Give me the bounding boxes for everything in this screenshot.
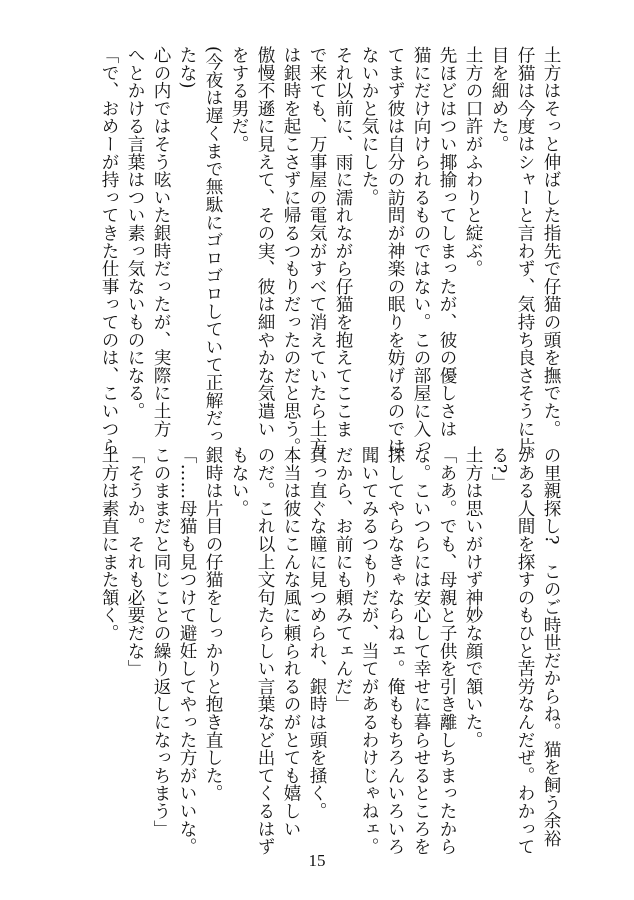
text-line: 仔猫は今度はシャーと言わず、気持ち良さそうに片	[515, 46, 535, 456]
text-line: で来ても、万事屋の電気がすべて消えていたら土方	[307, 46, 327, 456]
text-line: の里親探し? このご時世だからね。猫を飼う余裕	[541, 446, 561, 848]
text-line: 猫にだけ向けられるものではない。この部屋に入っ	[411, 46, 431, 456]
page-number: 15	[308, 851, 326, 870]
text-line: 目を細めた。	[489, 46, 509, 153]
text-line: る?」	[489, 446, 509, 492]
text-line: 土方はそっと伸ばした指先で仔猫の頭を撫でた。	[541, 46, 561, 438]
text-line: 先ほどはつい揶揄ってしまったが、彼の優しさは	[437, 46, 457, 438]
text-line: てまず彼は自分の訪問が神楽の眠りを妨げるのでは	[385, 46, 405, 456]
text-line: ないかと気にした。	[359, 46, 379, 207]
text-line: このままだと同じことの繰り返しになっちまう」	[151, 446, 171, 838]
text-line: 「で、おめーが持ってきた仕事ってのは、こいつら	[99, 46, 119, 456]
text-line: のだ。これ以上文句たらしい言葉など出てくるはず	[255, 446, 275, 856]
text-line: 土方は思いがけず神妙な顔で頷いた。	[463, 446, 483, 749]
text-line: がある人間を探すのもひと苦労なんだぜ。わかって	[515, 446, 535, 856]
upper-text-block	[96, 46, 564, 456]
text-line: 真っ直ぐな瞳に見つめられ、銀時は頭を掻く。	[307, 446, 327, 820]
text-line: 「……母猫も見つけて避妊してやった方がいいな。	[177, 446, 197, 856]
text-line: たな)	[177, 46, 197, 89]
text-line: へとかける言葉はつい素っ気ないものになる。	[125, 46, 145, 420]
text-line: (今夜は遅くまで無駄にゴロゴロしていて正解だっ	[203, 46, 223, 445]
text-line: 「そうか。それも必要だな」	[125, 446, 145, 678]
text-line: 傲慢不遜に見えて、その実、彼は細やかな気遣い	[255, 46, 275, 438]
text-line: 本当は彼にこんな風に頼られるのがとても嬉しい	[281, 446, 301, 838]
text-line: な。こいつらには安心して幸せに暮らせるところを	[411, 446, 431, 856]
text-line: は銀時を起こさずに帰るつもりだったのだと思う。	[281, 46, 301, 456]
text-line: もない。	[229, 446, 249, 518]
text-line: それ以前に、雨に濡れながら仔猫を抱えてここま	[333, 46, 353, 438]
text-line: 銀時は片目の仔猫をしっかりと抱き直した。	[203, 446, 223, 802]
text-line: 「ああ。でも、母親と子供を引き離しちまったから	[437, 446, 457, 856]
text-line: 探してやらなきゃならねェ。俺ももちろんいろいろ	[385, 446, 405, 856]
text-line: 土方は素直にまた頷く。	[99, 446, 119, 642]
lower-text-block	[96, 446, 564, 856]
text-line: だから、お前にも頼みてェんだ」	[333, 446, 353, 713]
text-line: 土方の口許がふわりと綻ぶ。	[463, 46, 483, 278]
text-line: をする男だ。	[229, 46, 249, 153]
text-line: 聞いてみるつもりだが、当てがあるわけじゃねェ。	[359, 446, 379, 856]
text-line: 心の内ではそう呟いた銀時だったが、実際に土方	[151, 46, 171, 438]
